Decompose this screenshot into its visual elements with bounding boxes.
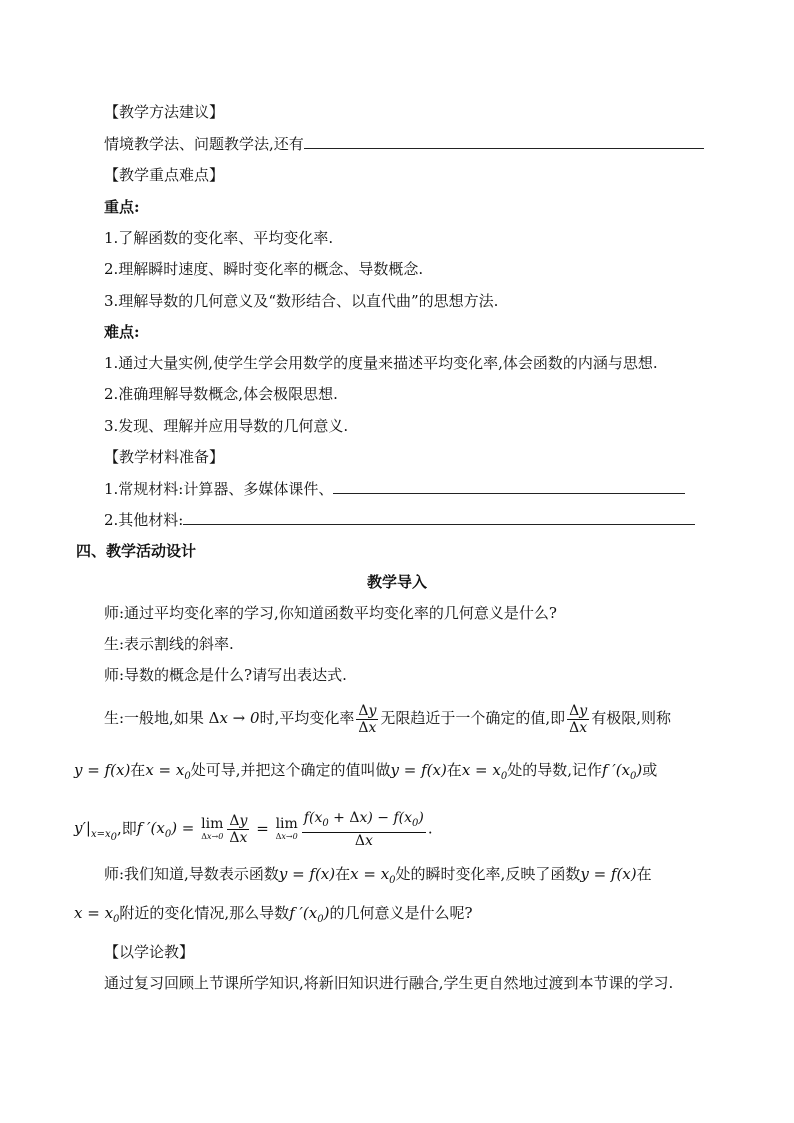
material-item-1: 1.常规材料:计算器、多媒体课件、: [104, 480, 334, 498]
material-heading: 【教学材料准备】: [104, 448, 225, 466]
material-blank-1[interactable]: [333, 479, 685, 494]
math-x-x0: $x = x_0$: [350, 865, 396, 886]
text-segment: 无限趋近于一个确定的值,即: [380, 709, 566, 727]
material-blank-2[interactable]: [183, 510, 695, 525]
text-segment: 生:一般地,如果: [104, 709, 204, 727]
learn-heading: 【以学论教】: [104, 943, 195, 961]
text-segment: ,即: [116, 819, 137, 838]
math-x-x0: $x = x_0$: [74, 904, 120, 925]
difficulty-item-2: 2.准确理解导数概念,体会极限思想.: [104, 385, 338, 403]
limit-operator: lim Δx→0: [201, 816, 224, 842]
text-segment: 在: [335, 865, 351, 883]
text-segment: 处的瞬时变化率,反映了函数: [395, 865, 581, 883]
math-y-fx: y = f(x): [278, 865, 336, 883]
text-segment: 或: [642, 761, 658, 779]
method-heading: 【教学方法建议】: [104, 103, 225, 121]
key-heading: 【教学重点难点】: [104, 166, 225, 184]
key-item-1: 1.了解函数的变化率、平均变化率.: [104, 229, 334, 247]
key-label: 重点:: [104, 198, 140, 216]
intro-title: 教学导入: [366, 573, 427, 591]
text-segment: 师:我们知道,导数表示函数: [104, 865, 279, 883]
text-segment: 有极限,则称: [591, 709, 671, 727]
derivative-definition-line: [74, 760, 794, 787]
text-segment: 的几何意义是什么呢?: [329, 904, 473, 922]
activity-heading: 四、教学活动设计: [76, 542, 197, 560]
teacher-line-3: [104, 864, 794, 891]
limit-operator: lim Δx→0: [275, 816, 298, 842]
key-item-3: 3.理解导数的几何意义及“数形结合、以直代曲”的思想方法.: [104, 292, 499, 310]
math-f-prime-x0: f $'(x_0)$ =: [136, 819, 195, 841]
teacher-line-1: 师:通过平均变化率的学习,你知道函数平均变化率的几何意义是什么?: [104, 604, 557, 622]
text-segment: 时,平均变化率: [259, 709, 355, 727]
fraction-dy-dx: $\frac{\Delta y}{\Delta x}$: [229, 812, 248, 846]
method-text-line: [104, 134, 794, 154]
difficulty-item-3: 3.发现、理解并应用导数的几何意义.: [104, 417, 349, 435]
math-x-x0: $x = x_0$: [461, 761, 508, 782]
learn-text: 通过复习回顾上节课所学知识,将新旧知识进行融合,学生更自然地过渡到本节课的学习.: [104, 974, 674, 992]
method-blank[interactable]: [304, 134, 704, 149]
fraction-difference-quotient: $\frac{f(x_0 + \Delta x) - f(x_0)}{\Delta x}$: [303, 810, 424, 849]
difficulty-label: 难点:: [104, 323, 140, 341]
fraction-dy-dx: $\frac{\Delta y}{\Delta x}$: [569, 702, 588, 736]
text-segment: 在: [446, 761, 462, 779]
math-delta-x: Δx → 0: [208, 709, 260, 727]
student-line-1: 生:表示割线的斜率.: [104, 635, 234, 653]
math-y-fx: y = f(x): [390, 761, 447, 779]
material-line-1: [104, 479, 794, 499]
fraction-dy-dx: $\frac{\Delta y}{\Delta x}$: [358, 702, 377, 736]
limit-formula-line: $y'|_{x=x_0}$,即f $'(x_0)$ = lim Δx→0 $\frac{\Delta y}{\Delta x}$ = lim Δx→0 $\frac{f(x_0 + \Delta x) - f(x_0)}{\Delta x}$ .: [74, 810, 433, 849]
math-f-prime-x0: f $'(x_0)$: [602, 761, 643, 782]
teacher-line-4: [74, 903, 794, 930]
student-definition-line: [104, 702, 794, 736]
text-segment: 处可导,并把这个确定的值叫做: [190, 761, 391, 779]
difficulty-item-1: 1.通过大量实例,使学生学会用数学的度量来描述平均变化率,体会函数的内涵与思想.: [104, 354, 658, 372]
text-segment: 在: [130, 761, 146, 779]
math-y-fx: y = f(x): [74, 761, 131, 779]
teacher-line-2: 师:导数的概念是什么?请写出表达式.: [104, 666, 347, 684]
material-line-2: [104, 510, 794, 530]
material-item-2: 2.其他材料:: [104, 511, 184, 529]
math-f-prime-x0: f $'(x_0)$: [289, 904, 330, 925]
math-x-x0: $x = x_0$: [145, 761, 191, 782]
text-segment: 附近的变化情况,那么导数: [119, 904, 290, 922]
math-y-prime-at-x0: $y'|_{x=x_0}$: [74, 819, 117, 844]
key-item-2: 2.理解瞬时速度、瞬时变化率的概念、导数概念.: [104, 260, 424, 278]
text-segment: 在: [636, 865, 652, 883]
text-segment: 处的导数,记作: [507, 761, 602, 779]
math-y-fx: y = f(x): [580, 865, 637, 883]
method-text: 情境教学法、问题教学法,还有: [104, 135, 304, 153]
